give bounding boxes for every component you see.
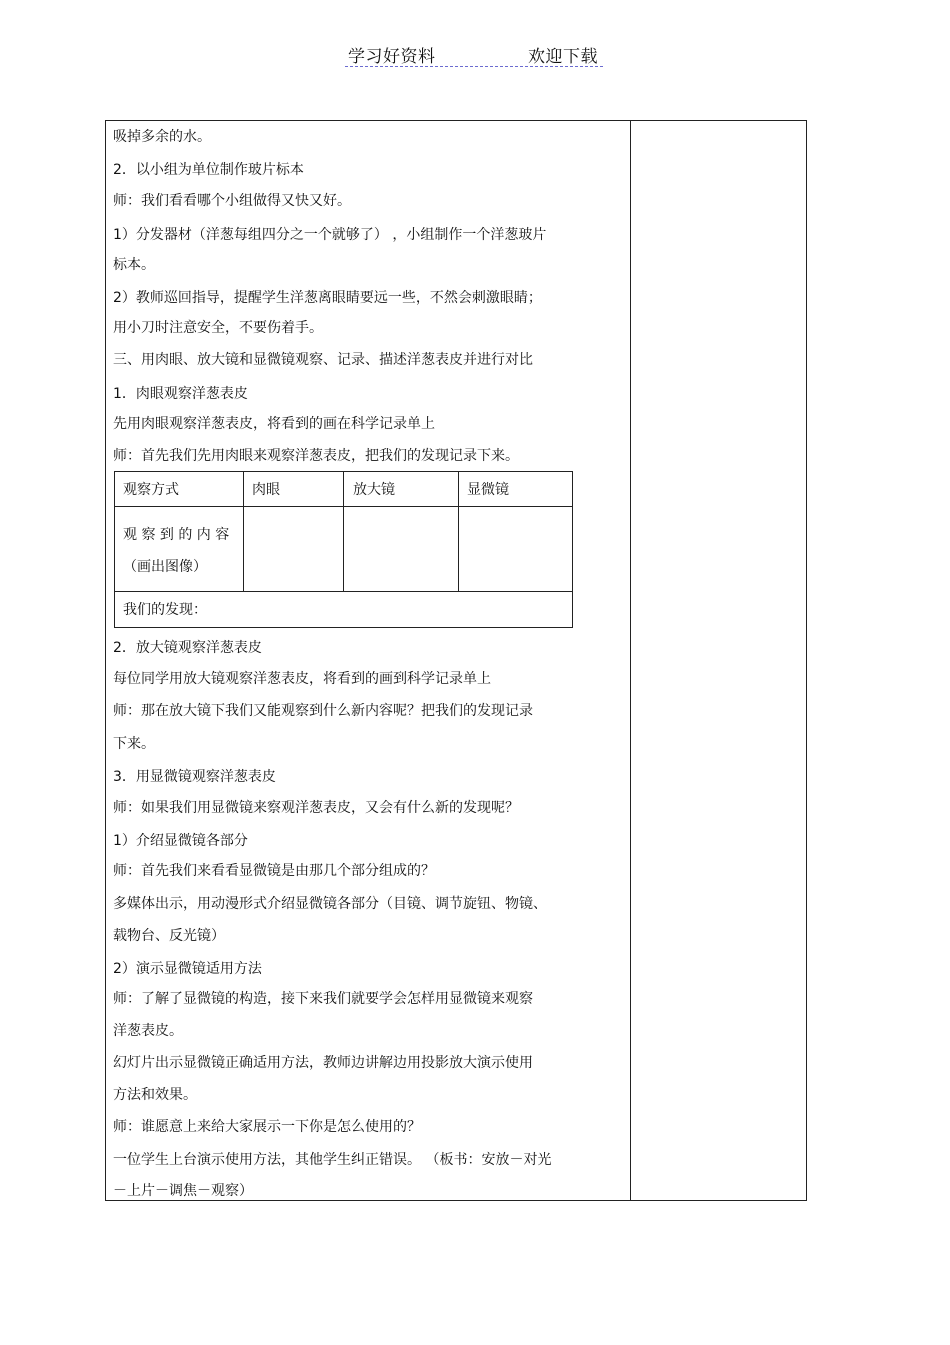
text-line: 三、用肉眼、放大镜和显微镜观察、记录、描述洋葱表皮并进行对比 <box>113 352 533 368</box>
observation-table <box>114 471 573 628</box>
column-divider <box>630 121 631 1200</box>
text-line: 每位同学用放大镜观察洋葱表皮，将看到的画到科学记录单上 <box>113 671 491 687</box>
text-line: 标本。 <box>113 257 155 273</box>
text-line: 师：首先我们先用肉眼来观察洋葱表皮，把我们的发现记录下来。 <box>113 448 519 464</box>
table-row-line <box>115 591 572 592</box>
text-line: 一位学生上台演示使用方法，其他学生纠正错误。 （板书：安放－对光 <box>113 1152 552 1168</box>
text-line: 师：如果我们用显微镜来察观洋葱表皮，又会有什么新的发现呢？ <box>113 800 519 816</box>
text-line: 下来。 <box>113 736 155 752</box>
text-line: 1．肉眼观察洋葱表皮 <box>113 386 248 402</box>
text-line: 多媒体出示，用动漫形式介绍显微镜各部分（目镜、调节旋钮、物镜、 <box>113 896 547 912</box>
text-line: 3．用显微镜观察洋葱表皮 <box>113 769 276 785</box>
text-line: 1）分发器材（洋葱每组四分之一个就够了） ，小组制作一个洋葱玻片 <box>113 227 547 243</box>
table-row-label: 观 察 到 的 内 容 <box>123 527 230 543</box>
page-header <box>345 42 603 67</box>
text-line: 师：了解了显微镜的构造，接下来我们就要学会怎样用显微镜来观察 <box>113 991 533 1007</box>
text-line: 幻灯片出示显微镜正确适用方法，教师边讲解边用投影放大演示使用 <box>113 1055 533 1071</box>
table-header-naked-eye: 肉眼 <box>252 482 280 498</box>
table-footer-findings: 我们的发现： <box>123 602 207 618</box>
text-line: 师：首先我们来看看显微镜是由那几个部分组成的？ <box>113 863 435 879</box>
text-line: 师：谁愿意上来给大家展示一下你是怎么使用的？ <box>113 1119 421 1135</box>
header-left-text: 学习好资料 <box>348 47 436 67</box>
text-line: 方法和效果。 <box>113 1087 197 1103</box>
text-line: 2．以小组为单位制作玻片标本 <box>113 162 304 178</box>
text-line: 2）演示显微镜适用方法 <box>113 961 262 977</box>
text-line: 洋葱表皮。 <box>113 1023 183 1039</box>
lesson-plan-table <box>105 120 807 1201</box>
text-line: 师：那在放大镜下我们又能观察到什么新内容呢？把我们的发现记录 <box>113 703 533 719</box>
table-col-line <box>458 472 459 591</box>
table-header-microscope: 显微镜 <box>467 482 509 498</box>
text-line: 先用肉眼观察洋葱表皮，将看到的画在科学记录单上 <box>113 416 435 432</box>
text-line: 2．放大镜观察洋葱表皮 <box>113 640 262 656</box>
header-right-text: 欢迎下载 <box>528 47 598 67</box>
table-col-line <box>243 472 244 591</box>
text-line: 1）介绍显微镜各部分 <box>113 833 248 849</box>
table-row-line <box>115 506 572 507</box>
table-row-label-note: （画出图像） <box>123 559 207 575</box>
text-line: 用小刀时注意安全，不要伤着手。 <box>113 320 323 336</box>
table-header-magnifier: 放大镜 <box>353 482 395 498</box>
text-line: －上片－调焦－观察） <box>113 1183 253 1199</box>
table-col-line <box>343 472 344 591</box>
table-header-method: 观察方式 <box>123 482 179 498</box>
text-line: 师：我们看看哪个小组做得又快又好。 <box>113 193 351 209</box>
text-line: 吸掉多余的水。 <box>113 129 211 145</box>
text-line: 载物台、反光镜） <box>113 928 225 944</box>
text-line: 2）教师巡回指导，提醒学生洋葱离眼睛要远一些，不然会刺激眼睛； <box>113 290 542 306</box>
